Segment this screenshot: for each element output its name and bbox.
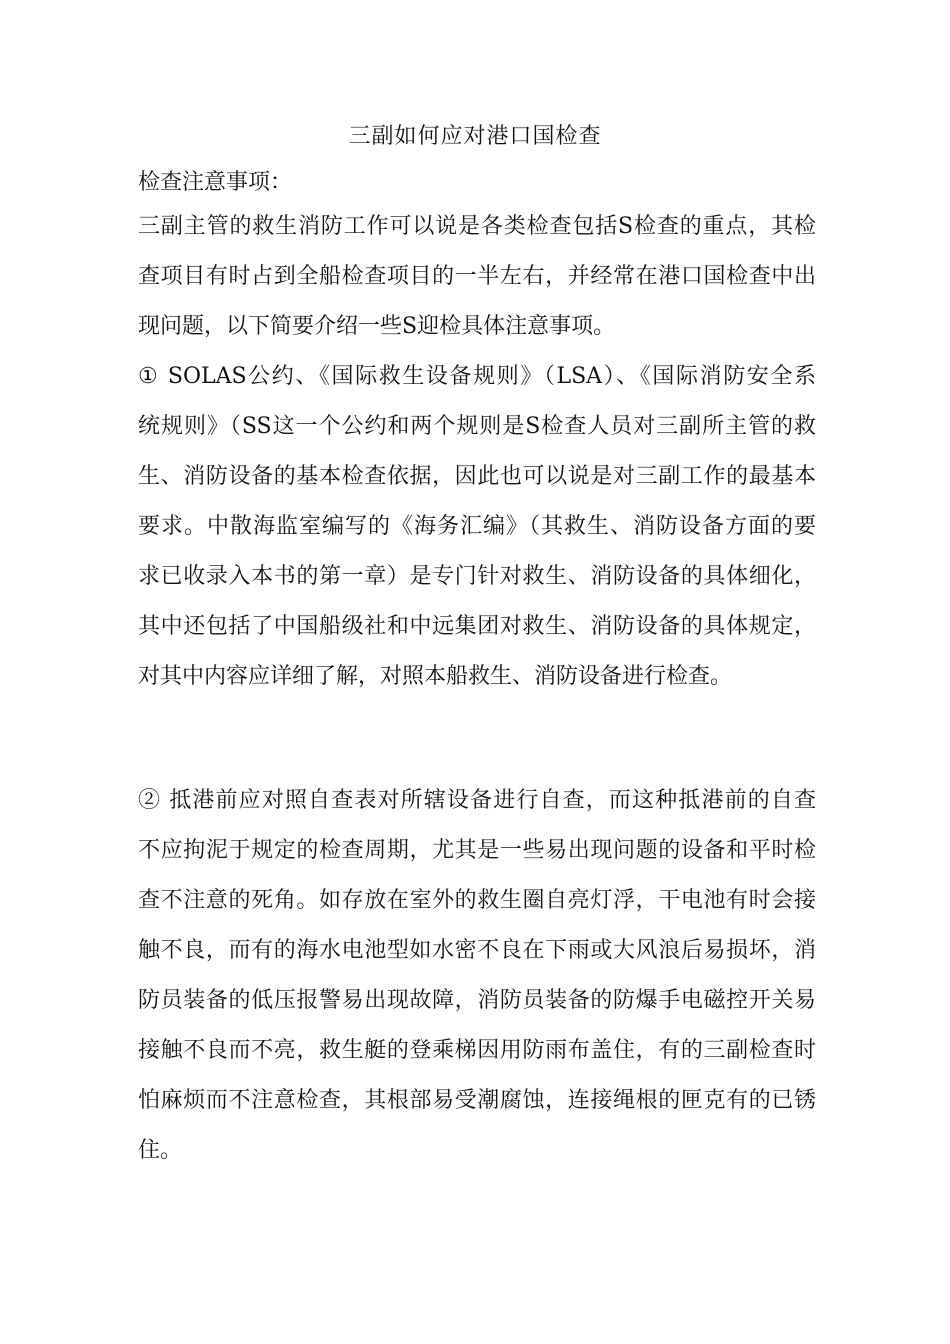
item2-line: 防员装备的低压报警易出现故障，消防员装备的防爆手电磁控开关易 bbox=[138, 988, 816, 1013]
item1-line: 统规则》（SS这一个公约和两个规则是S检查人员对三副所主管的救 bbox=[138, 414, 816, 439]
item1-line: 求已收录入本书的第一章）是专门针对救生、消防设备的具体细化， bbox=[138, 564, 816, 589]
item2-line: 触不良，而有的海水电池型如水密不良在下雨或大风浪后易损坏，消 bbox=[138, 938, 816, 963]
section-heading: 检查注意事项： bbox=[138, 170, 293, 195]
item1-line: ① SOLAS公约、《国际救生设备规则》（LSA）、《国际消防安全系 bbox=[138, 364, 816, 389]
item2-line: 查不注意的死角。如存放在室外的救生圈自亮灯浮，干电池有时会接 bbox=[138, 888, 816, 913]
item2-line: 不应拘泥于规定的检查周期，尤其是一些易出现问题的设备和平时检 bbox=[138, 838, 816, 863]
intro-line: 三副主管的救生消防工作可以说是各类检查包括S检查的重点，其检 bbox=[138, 214, 816, 239]
intro-line: 查项目有时占到全船检查项目的一半左右，并经常在港口国检查中出 bbox=[138, 264, 816, 289]
item1-line: 对其中内容应详细了解，对照本船救生、消防设备进行检查。 bbox=[138, 664, 733, 689]
item1-line: 其中还包括了中国船级社和中远集团对救生、消防设备的具体规定， bbox=[138, 614, 816, 639]
document-title: 三副如何应对港口国检查 bbox=[348, 124, 602, 149]
item2-line: 怕麻烦而不注意检查，其根部易受潮腐蚀，连接绳根的匣克有的已锈 bbox=[138, 1088, 816, 1113]
item1-line: 生、消防设备的基本检查依据，因此也可以说是对三副工作的最基本 bbox=[138, 464, 816, 489]
intro-line: 现问题，以下简要介绍一些S迎检具体注意事项。 bbox=[138, 314, 616, 339]
item2-line: 住。 bbox=[138, 1138, 183, 1163]
item2-line: ② 抵港前应对照自查表对所辖设备进行自查，而这种抵港前的自查 bbox=[138, 788, 816, 813]
item1-line: 要求。中散海监室编写的《海务汇编》（其救生、消防设备方面的要 bbox=[138, 514, 816, 539]
item2-line: 接触不良而不亮，救生艇的登乘梯因用防雨布盖住，有的三副检查时 bbox=[138, 1038, 816, 1063]
